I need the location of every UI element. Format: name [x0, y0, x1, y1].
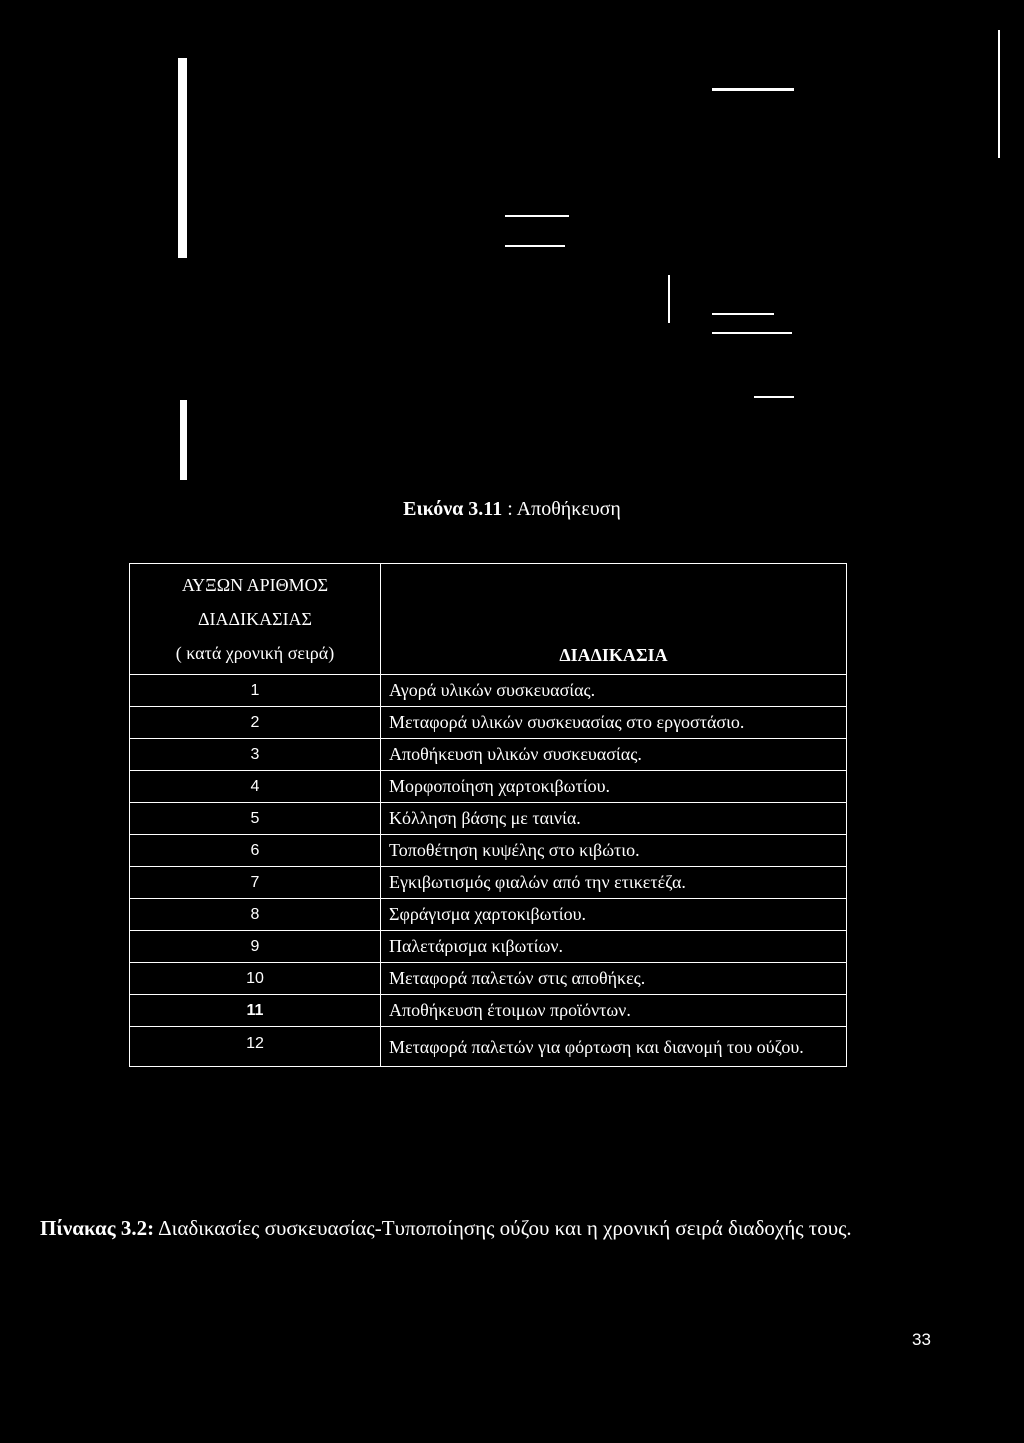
- table-row: [130, 899, 847, 931]
- row-description: Τοποθέτηση κυψέλης στο κιβώτιο.: [381, 835, 847, 867]
- table-caption: [40, 1216, 1000, 1241]
- row-number: 8: [130, 899, 381, 931]
- scan-mark: [180, 400, 187, 480]
- row-description: Μεταφορά παλετών για φόρτωση και διανομή του ούζου.: [381, 1027, 847, 1067]
- row-description: Παλετάρισμα κιβωτίων.: [381, 931, 847, 963]
- scan-mark: [712, 332, 792, 334]
- figure-caption-text: : Αποθήκευση: [502, 498, 621, 520]
- scan-mark: [712, 313, 774, 315]
- row-number: 4: [130, 771, 381, 803]
- row-description: Σφράγισμα χαρτοκιβωτίου.: [381, 899, 847, 931]
- row-number: 10: [130, 963, 381, 995]
- scan-mark: [505, 245, 565, 247]
- row-number: 1: [130, 675, 381, 707]
- row-number: 3: [130, 739, 381, 771]
- row-description: Αποθήκευση υλικών συσκευασίας.: [381, 739, 847, 771]
- scan-mark: [712, 88, 794, 91]
- scan-mark: [505, 215, 569, 217]
- table-row: [130, 1027, 847, 1067]
- table-row: [130, 931, 847, 963]
- header-num-line: ( κατά χρονική σειρά): [175, 643, 335, 663]
- figure-caption-label: Εικόνα 3.11: [403, 498, 503, 520]
- process-table: [129, 563, 847, 1067]
- row-number: 6: [130, 835, 381, 867]
- row-description: Μεταφορά παλετών στις αποθήκες.: [381, 963, 847, 995]
- table-row: [130, 739, 847, 771]
- scan-mark: [754, 396, 794, 398]
- table-row: [130, 835, 847, 867]
- table-row: [130, 867, 847, 899]
- table-row: [130, 675, 847, 707]
- figure-caption: [0, 498, 1024, 521]
- table-caption-text: Διαδικασίες συσκευασίας-Τυποποίησης ούζου και η χρονική σειρά διαδοχής τους.: [154, 1216, 852, 1240]
- header-num-line: ΑΥΞΩΝ ΑΡΙΘΜΟΣ: [181, 575, 329, 595]
- row-number: 11: [130, 995, 381, 1027]
- table-caption-label: Πίνακας 3.2:: [40, 1216, 155, 1240]
- table-header-row: [130, 564, 847, 675]
- row-description: Κόλληση βάσης με ταινία.: [381, 803, 847, 835]
- row-number: 7: [130, 867, 381, 899]
- scan-mark: [178, 58, 187, 258]
- row-description: Μεταφορά υλικών συσκευασίας στο εργοστάσιο.: [381, 707, 847, 739]
- row-number: 12: [130, 1027, 381, 1067]
- table-row: [130, 707, 847, 739]
- row-number: 2: [130, 707, 381, 739]
- row-description: Αποθήκευση έτοιμων προϊόντων.: [381, 995, 847, 1027]
- row-number: 9: [130, 931, 381, 963]
- scan-mark: [998, 30, 1000, 158]
- table-row: [130, 771, 847, 803]
- header-process: ΔΙΑΔΙΚΑΣΙΑ: [381, 564, 847, 675]
- row-description: Μορφοποίηση χαρτοκιβωτίου.: [381, 771, 847, 803]
- row-description: Αγορά υλικών συσκευασίας.: [381, 675, 847, 707]
- header-num-line: ΔΙΑΔΙΚΑΣΙΑΣ: [197, 609, 313, 629]
- scan-mark: [668, 275, 670, 323]
- page-number: 33: [912, 1330, 931, 1349]
- table-row: [130, 803, 847, 835]
- row-description: Εγκιβωτισμός φιαλών από την ετικετέζα.: [381, 867, 847, 899]
- table-row: [130, 995, 847, 1027]
- header-sequence-number: [130, 564, 381, 675]
- table-row: [130, 963, 847, 995]
- row-number: 5: [130, 803, 381, 835]
